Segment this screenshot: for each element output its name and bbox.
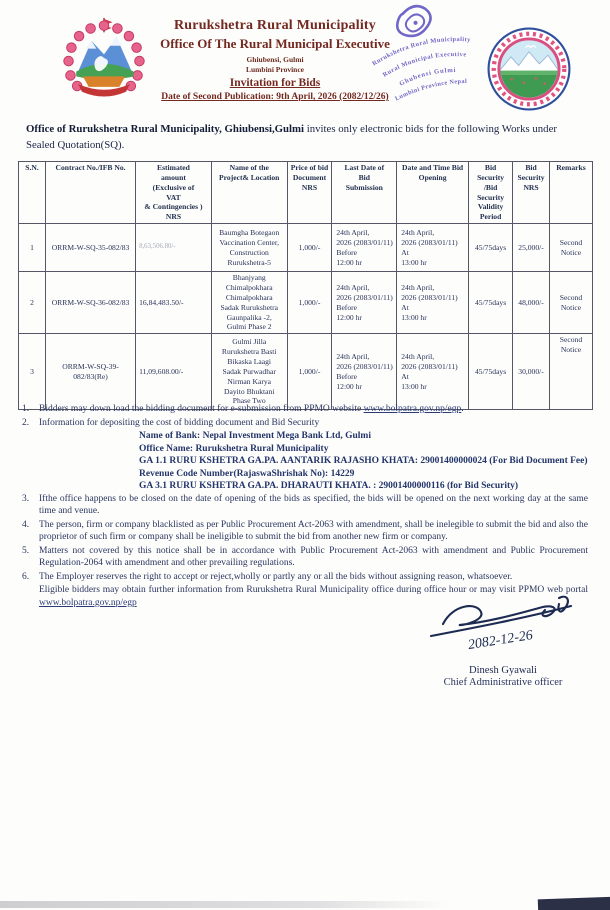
column-header: Last Date of Bid Submission xyxy=(332,162,397,224)
table-cell: 1,000/- xyxy=(287,272,332,334)
note-item xyxy=(22,545,588,570)
column-header: Bid Security NRS xyxy=(513,162,550,224)
office-round-stamp-icon xyxy=(354,0,492,126)
table-cell: Baumgha Botegaon Vaccination Center, Construction Rurukshetra-5 xyxy=(211,224,287,272)
table-cell: 1,000/- xyxy=(287,224,332,272)
intro-rest-text: invites only electronic bids for the following Works under Sealed Quotation(SQ). xyxy=(26,123,557,151)
stamp-text-3: Ghubensi Gulmi xyxy=(398,66,457,88)
note-number: 3. xyxy=(22,493,30,504)
table-cell: 24th April, 2026 (2083/01/11) At 13:00 hr xyxy=(397,272,469,334)
table-cell: 1,000/- xyxy=(287,334,332,410)
note-number: 4. xyxy=(22,519,30,530)
table-cell: 11,09,608.00/- xyxy=(136,334,212,410)
table-cell: 30,000/- xyxy=(513,334,550,410)
svg-text:Lumbini Province Nepal xyxy=(393,74,469,103)
bank-detail-line: Revenue Code Number(RajaswaShrishak No): 14229 xyxy=(139,468,355,479)
bank-detail-line: GA 3.1 RURU KSHETRA GA.PA. DHARAUTI KHATA. : 29001400000116 (for Bid Security) xyxy=(139,481,519,492)
address-line: Ghiubensi, Gulmi xyxy=(246,55,304,64)
table-row xyxy=(19,224,593,272)
signatory-title: Chief Administrative officer xyxy=(443,677,563,688)
note-text: Ifthe office happens to be closed on the date of opening of the bids as specified, the bids will be opened on the next working day at the same time and venue. xyxy=(39,493,588,517)
column-header: Bid Security /Bid Security Validity Period xyxy=(468,162,512,224)
municipality-name: Rurukshetra Rural Municipality xyxy=(173,18,376,33)
stamp-text-1: Rurukshetra Rural Municipality xyxy=(371,35,471,68)
municipality-logo-icon xyxy=(486,26,572,112)
table-cell: Gulmi Jilla Rurukshetra Basti Bikaska Laagi Sadak Purwadhar Nirman Karya Dayito Bhuktani Phase Two xyxy=(211,334,287,410)
column-header: Remarks xyxy=(549,162,592,224)
column-header: Date and Time Bid Opening xyxy=(397,162,469,224)
closing-text: Eligible bidders may obtain further information from Rurukshetra Rural Municipality office during office hour or may visit PPMO web portal www.bolpatra.gov.np/egp xyxy=(39,585,588,608)
table-cell: 24th April, 2026 (2083/01/11) Before 12:00 hr xyxy=(332,334,397,410)
note-number: 1. xyxy=(22,404,30,414)
table-cell: 45/75days xyxy=(468,224,512,272)
table-cell: 3 xyxy=(19,334,46,410)
note-text: Matters not covered by this notice shall be in accordance with Public Procurement Act-2063 with amendment and Public Procurement Regulation-2064 with amendment and other prevailing regulations. xyxy=(39,545,588,569)
signature-icon xyxy=(413,592,593,664)
intro-bold-text: Office of Rurukshetra Rural Municipality, Ghiubensi,Gulmi xyxy=(26,123,305,135)
table-header-row xyxy=(19,162,593,224)
table-cell: 16,84,483.50/- xyxy=(136,272,212,334)
notes-list xyxy=(22,403,588,610)
bank-detail-line: Office Name: Rurukshetra Rural Municipality xyxy=(139,443,329,454)
bids-table xyxy=(18,161,593,410)
table-cell: Bhanjyang Chimalpokhara Chimalpokhara Sadak Rurukshetra Gaunpalika -2, Gulmi Phase 2 xyxy=(211,272,287,334)
table-cell: Second Notice xyxy=(549,272,592,334)
table-cell: 1 xyxy=(19,224,46,272)
intro-paragraph xyxy=(26,122,582,153)
table-cell: ORRM-W-SQ-35-082/83 xyxy=(45,224,135,272)
note-item xyxy=(22,493,588,518)
table-row xyxy=(19,272,593,334)
column-header: Price of bid Document NRS xyxy=(287,162,332,224)
table-cell: 8,63,506.80/- xyxy=(136,224,212,272)
column-header: Contract No./IFB No. xyxy=(45,162,135,224)
province-line: Lumbini Province xyxy=(246,65,304,74)
note-text: The Employer reserves the right to accept or reject,wholly or partly any or all the bids without assigning reason, whatsoever. xyxy=(39,571,513,582)
note-number: 2. xyxy=(22,417,30,428)
table-cell: 45/75days xyxy=(468,334,512,410)
table-cell: Second Notice xyxy=(549,334,592,410)
closing-indent xyxy=(22,584,39,609)
bank-detail-line: Name of Bank: Nepal Investment Mega Bank Ltd, Gulmi xyxy=(139,431,371,442)
publication-date: Date of Second Publication: 9th April, 2026 (2082/12/26) xyxy=(161,92,389,102)
table-cell: Second Notice xyxy=(549,224,592,272)
table-cell: 2 xyxy=(19,272,46,334)
bank-detail-line: GA 1.1 RURU KSHETRA GA.PA. AANTARIK RAJASHO KHATA: 29001400000024 (For Bid Document Fee) xyxy=(139,456,588,467)
signature-block xyxy=(408,592,598,688)
scan-dark-corner xyxy=(538,897,610,910)
table-cell: ORRM-W-SQ-39- 082/83(Re) xyxy=(45,334,135,410)
signatory-name: Dinesh Gyawali xyxy=(469,665,537,676)
table-row xyxy=(19,334,593,410)
note-number: 5. xyxy=(22,545,30,556)
note-number: 6. xyxy=(22,571,30,582)
stamp-text-4: Lumbini Province Nepal xyxy=(393,77,468,103)
note-item xyxy=(22,403,588,416)
table-cell: 24th April, 2026 (2083/01/11) At 13:00 hr xyxy=(397,224,469,272)
bid-table-container xyxy=(18,161,593,410)
stamp-text-2: Rural Municipal Executive xyxy=(381,51,467,79)
column-header: Name of the Project& Location xyxy=(211,162,287,224)
column-header: S.N. xyxy=(19,162,46,224)
column-header: Estimated amount (Exclusive of VAT & Contingencies ) NRS xyxy=(136,162,212,224)
note-text: Information for depositing the cost of bidding document and Bid Security xyxy=(39,417,320,428)
table-cell: 45/75days xyxy=(468,272,512,334)
note-item xyxy=(22,417,588,430)
table-cell: 24th April, 2026 (2083/01/11) Before 12:00 hr xyxy=(332,272,397,334)
signature-date: 2082-12-26 xyxy=(467,628,534,654)
table-cell: ORRM-W-SQ-36-082/83 xyxy=(45,272,135,334)
ppmo-website-link[interactable]: www.bolpatra.gov.np/egp xyxy=(363,404,462,414)
table-cell: 25,000/- xyxy=(513,224,550,272)
note-text: The person, firm or company blacklisted as per Public Procurement Act-2063 with amendment, shall be inelegible to submit the bid and also the proprietor of such firm or company shall be ineligible to submit the bid from another new firm or company. xyxy=(39,519,588,543)
note-item xyxy=(22,519,588,544)
notice-title: Invitation for Bids xyxy=(229,77,321,89)
office-name: Office Of The Rural Municipal Executive xyxy=(160,36,390,51)
scan-bottom-shadow xyxy=(0,901,450,908)
note-text: Bidders may down load the bidding document for e-submission from PPMO website www.bolpatra.gov.np/egp. xyxy=(39,404,464,414)
ppmo-website-link[interactable]: www.bolpatra.gov.np/egp xyxy=(39,597,137,608)
table-cell: 24th April, 2026 (2083/01/11) At 13:00 hr xyxy=(397,334,469,410)
table-cell: 48,000/- xyxy=(513,272,550,334)
table-cell: 24th April, 2026 (2083/01/11) Before 12:00 hr xyxy=(332,224,397,272)
note-item xyxy=(22,571,588,584)
